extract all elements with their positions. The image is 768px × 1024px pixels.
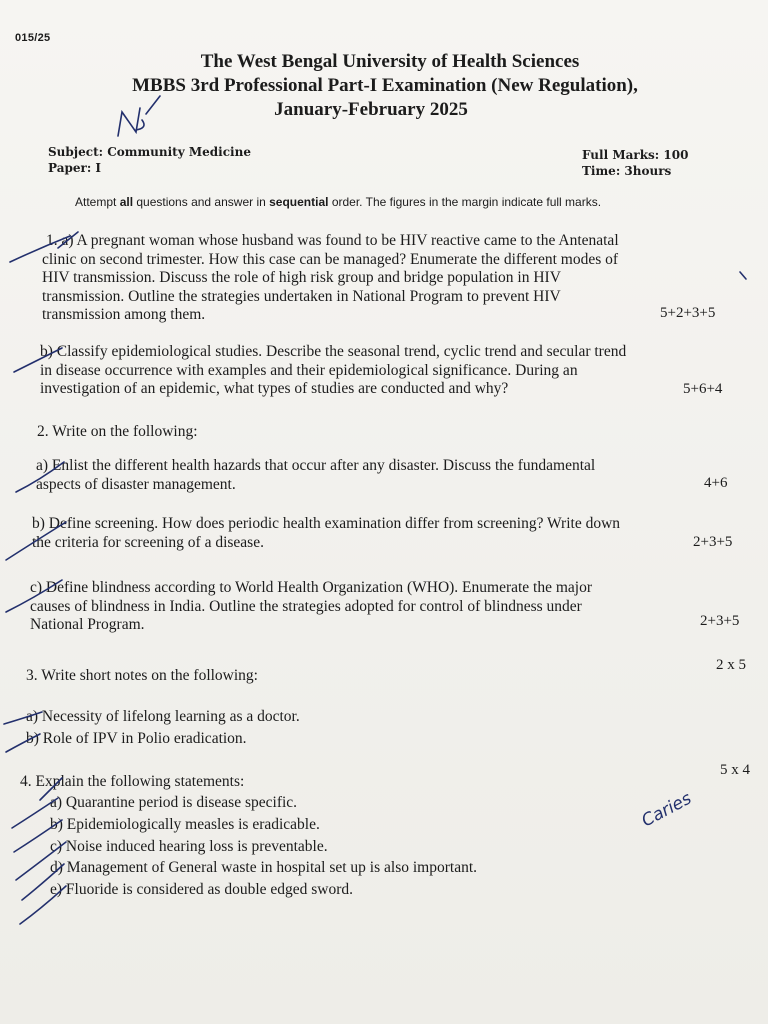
question-line: b) Classify epidemiological studies. Describe the seasonal trend, cyclic trend and secular trend	[40, 343, 627, 360]
handwritten-note: Caries	[638, 788, 695, 832]
question-2c	[30, 579, 752, 635]
question-4a: a) Quarantine period is disease specific.	[50, 794, 298, 811]
question-3-heading: 3. Write short notes on the following:	[26, 667, 258, 684]
question-line: transmission among them.	[42, 306, 206, 323]
question-line: c) Define blindness according to World Health Organization (WHO). Enumerate the major	[30, 579, 593, 596]
question-2c-marks: 2+3+5	[700, 613, 740, 629]
question-line: a) Enlist the different health hazards that occur after any disaster. Discuss the fundamental	[36, 457, 596, 474]
question-line: 1. a) A pregnant woman whose husband was found to be HIV reactive came to the Antenatal	[46, 232, 619, 249]
exam-title: MBBS 3rd Professional Part-I Examination (New Regulation),	[132, 75, 638, 96]
question-4d: d) Management of General waste in hospital set up is also important.	[50, 859, 478, 876]
bleed-through-text	[520, 534, 523, 548]
question-1b-marks: 5+6+4	[683, 381, 723, 397]
question-line: HIV transmission. Discuss the role of high risk group and bridge population in HIV	[42, 269, 561, 286]
question-2a	[36, 457, 742, 494]
instruction-line: Attempt all questions and answer in sequential order. The figures in the margin indicate full marks.	[75, 195, 602, 209]
full-marks-label: Full Marks: 100	[582, 148, 689, 162]
question-2b-marks: 2+3+5	[693, 534, 733, 550]
marks-time-block	[582, 147, 688, 179]
question-4c: c) Noise induced hearing loss is preventable.	[50, 838, 328, 855]
subject-label: Subject: Community Medicine	[48, 145, 251, 159]
question-4b: b) Epidemiologically measles is eradicable.	[50, 816, 320, 833]
question-4-marks: 5 x 4	[720, 762, 750, 778]
question-line: investigation of an epidemic, what types of studies are conducted and why?	[40, 380, 509, 397]
question-line: clinic on second trimester. How this case can be managed? Enumerate the different modes of	[42, 250, 619, 268]
university-title: The West Bengal University of Health Sciences	[200, 51, 580, 72]
question-3b: b) Role of IPV in Polio eradication.	[26, 730, 247, 747]
time-label: Time: 3hours	[582, 164, 672, 178]
question-1a-marks: 5+2+3+5	[660, 305, 716, 321]
question-line: National Program.	[30, 616, 145, 633]
question-1a	[42, 232, 724, 325]
question-line: transmission. Outline the strategies undertaken in National Program to prevent HIV	[42, 287, 561, 305]
question-line: b) Define screening. How does periodic health examination differ from screening? Write down	[32, 515, 621, 532]
question-3a: a) Necessity of lifelong learning as a doctor.	[26, 708, 300, 725]
question-1b	[40, 343, 730, 399]
exam-header	[0, 50, 768, 122]
question-line: the criteria for screening of a disease.	[32, 533, 264, 551]
paper-code: 015/25	[15, 32, 51, 44]
question-4-heading: 4. Explain the following statements:	[20, 773, 245, 790]
subject-block	[48, 144, 251, 176]
question-2a-marks: 4+6	[704, 475, 728, 491]
question-2-heading: 2. Write on the following:	[37, 423, 198, 440]
exam-session: January-February 2025	[274, 99, 468, 120]
question-line: aspects of disaster management.	[36, 475, 236, 493]
question-line: in disease occurrence with examples and their epidemiological significance. During an	[40, 361, 578, 379]
tick-mark-1a-2	[740, 272, 746, 279]
question-3-marks: 2 x 5	[716, 657, 746, 673]
question-2b	[32, 515, 744, 552]
question-line: causes of blindness in India. Outline the strategies adopted for control of blindness under	[30, 597, 582, 615]
paper-label: Paper: I	[48, 161, 102, 175]
question-4e: e) Fluoride is considered as double edged sword.	[50, 881, 354, 898]
